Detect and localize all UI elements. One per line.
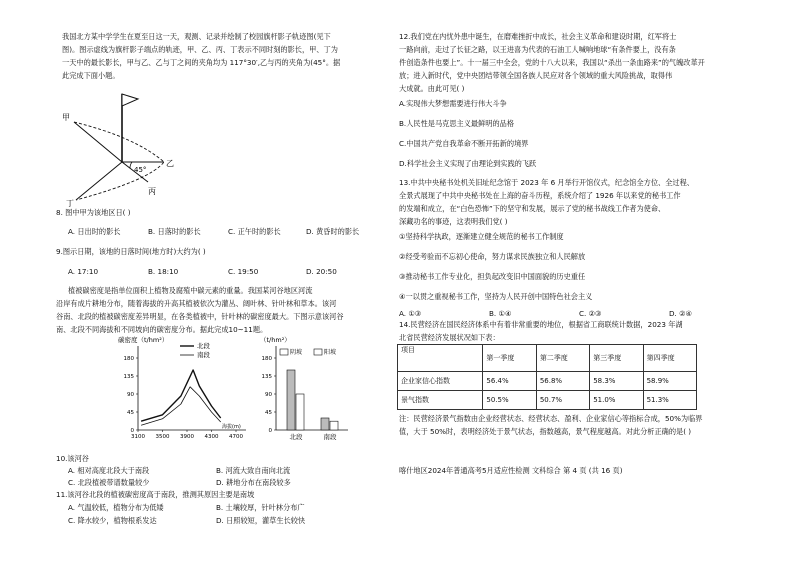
label-ding: 丁 bbox=[66, 199, 74, 208]
q10-option-b: B. 河流大致自南向北流 bbox=[216, 466, 291, 475]
table-header-cell: 项目 bbox=[398, 345, 483, 372]
table-cell: 56.8% bbox=[536, 372, 589, 391]
y-tick-label: 180 bbox=[261, 356, 272, 362]
q12-line-2: 一路向前，走过了长征之路，以王进喜为代表的石油工人喊响地球“有条件要上，没有条 bbox=[399, 45, 676, 54]
q12-line-5: 大成就。由此可见( ) bbox=[399, 84, 465, 93]
q11-option-c: C. 降水较少，植物根系发达 bbox=[68, 516, 157, 525]
line-chart-ylabel: 碳密度（t/hm²） bbox=[118, 336, 169, 344]
q12-option-c: C.中国共产党自我革命不断开拓新的境界 bbox=[399, 139, 529, 148]
line-chart-xlabel: 海拔(m) bbox=[222, 424, 241, 430]
intro2-line-4: 南、北段不同海拔和不同坡向的碳密度分布。据此完成10~11题。 bbox=[56, 325, 268, 334]
bar-sunny bbox=[330, 421, 338, 430]
q11-option-a: A. 气温较低，植物分布为低矮 bbox=[68, 503, 164, 512]
shadow-trajectory-figure bbox=[60, 82, 210, 208]
q9-stem: 9.图示日期，该地的日落时间(地方时)大约为( ) bbox=[56, 247, 206, 256]
q12-line-3: 件创造条件也要上”。十一届三中全会，党的十八大以来，我国以“杀出一条血路来”的气魄改革开 bbox=[399, 58, 705, 67]
x-tick-label: 4700 bbox=[229, 434, 243, 440]
shadow-jia bbox=[74, 122, 122, 162]
south-series-line bbox=[141, 387, 221, 425]
q9-option-b: B. 18:10 bbox=[148, 267, 179, 276]
q8-stem: 8. 图中甲为该地区日( ) bbox=[56, 208, 131, 217]
q12-option-d: D.科学社会主义实现了由理论到实践的飞跃 bbox=[399, 159, 537, 168]
y-tick-label: 180 bbox=[123, 356, 134, 362]
q13-statement-1: ①坚持科学执政，逐渐建立健全规范的秘书工作制度 bbox=[399, 232, 564, 241]
x-tick-label: 3900 bbox=[180, 434, 194, 440]
q8-option-b: B. 日落时的影长 bbox=[148, 227, 201, 236]
north-series-line bbox=[141, 370, 221, 421]
table-row bbox=[398, 391, 697, 410]
bar-chart-ylabel: （t/hm²） bbox=[260, 336, 291, 344]
page-footer: 喀什地区2024年普通高考5月适应性检测 文科综合 第 4 页 (共 16 页) bbox=[399, 466, 623, 475]
legend-shady-label: 阴坡 bbox=[290, 349, 303, 356]
q8-option-d: D. 黄昏时的影长 bbox=[306, 227, 360, 236]
intro2-line-3: 谷南、北段的植被碳密度差异明显，在各类植被中，针叶林的碳密度最大。下图示意该河谷 bbox=[56, 312, 344, 321]
bar-shady bbox=[321, 418, 329, 430]
q13-line-1: 13.中共中央秘书处机关旧址纪念馆于 2023 年 6 月举行开馆仪式，纪念馆全方位、全过程、 bbox=[399, 178, 695, 187]
shadow-ding bbox=[76, 162, 122, 200]
q14-line-2: 北省民营经济发展状况如下表： bbox=[399, 333, 500, 342]
intro2-line-2: 沿岸有成片耕地分布，随着海拔的升高其植被依次为灌丛、阔叶林、针叶林和草本。该河 bbox=[56, 299, 337, 308]
intro2-line-1: 植被碳密度是指单位面积上植物及腐殖中碳元素的重量。我国某河谷地区河流 bbox=[68, 286, 313, 295]
table-header-cell: 第三季度 bbox=[590, 345, 643, 372]
table-cell: 景气指数 bbox=[398, 391, 483, 410]
category-label: 北段 bbox=[289, 433, 303, 441]
q11-option-b: B. 土壤较厚，针叶林分布广 bbox=[216, 503, 305, 512]
table-row bbox=[398, 372, 697, 391]
q11-option-d: D. 日照较短，灌草生长较快 bbox=[216, 516, 306, 525]
y-tick-label: 135 bbox=[123, 374, 134, 380]
y-tick-label: 45 bbox=[127, 410, 134, 416]
q10-stem: 10.该河谷 bbox=[56, 454, 89, 463]
q8-option-c: C. 正午时的影长 bbox=[228, 227, 281, 236]
y-tick-label: 90 bbox=[127, 392, 134, 398]
table-cell: 58.9% bbox=[643, 372, 696, 391]
flag-icon bbox=[122, 94, 138, 106]
q8-option-a: A. 日出时的影长 bbox=[68, 227, 121, 236]
label-bing: 丙 bbox=[148, 187, 156, 196]
intro-line-1: 我国北方某中学学生在夏至日这一天，观测、记录并绘制了校园旗杆影子轨迹图(见下 bbox=[62, 32, 331, 41]
q13-line-4: 深藏功名的事迹，这表明我们党( ) bbox=[399, 217, 508, 226]
table-cell: 51.0% bbox=[590, 391, 643, 410]
q11-stem: 11.该河谷北段的植被碳密度高于南段，推测其原因主要是南坡 bbox=[56, 490, 255, 499]
bar-sunny bbox=[296, 394, 304, 430]
carbon-slope-bar-chart bbox=[252, 334, 352, 448]
q12-line-1: 12.我们党在内忧外患中诞生，在磨难挫折中成长，社会主义革命和建设时期，红军将士 bbox=[399, 32, 677, 41]
q13-statement-4: ④一以贯之重视秘书工作，坚持为人民开创中国特色社会主义 bbox=[399, 292, 593, 301]
q14-line-1: 14.民营经济在国民经济体系中有着非常重要的地位，根据省工商联统计数据，2023 年湖 bbox=[399, 320, 683, 329]
y-tick-label: 90 bbox=[265, 392, 272, 398]
intro-line-3: 一天中的最长影长，甲与乙、乙与丁之间的夹角均为 117°30′,乙与丙的夹角为(45°。据 bbox=[62, 58, 341, 67]
category-label: 南段 bbox=[323, 433, 337, 441]
table-header-cell: 第四季度 bbox=[643, 345, 696, 372]
carbon-altitude-line-chart bbox=[110, 334, 250, 448]
q13-line-2: 全景式展现了中共中央秘书处在上海的奋斗历程，系统介绍了 1926 年以来党的秘书工作 bbox=[399, 191, 681, 200]
q12-line-4: 放；进入新时代，党中央团结带领全国各族人民应对各个领域的重大风险挑战，取得伟 bbox=[399, 71, 673, 80]
q13-line-3: 的发端和成立，在“白色恐怖”下的坚守和发展，展示了党的秘书战线工作者为使命、 bbox=[399, 204, 666, 213]
q14-note-2: 值，大于 50%时，表明经济处于景气状态，指数越高，景气程度越高。对此分析正确的是( ) bbox=[399, 427, 692, 436]
table-cell: 50.5% bbox=[483, 391, 536, 410]
q13-choice-c: C. ②③ bbox=[579, 309, 602, 318]
angle-label: 45° bbox=[134, 166, 147, 174]
right-column bbox=[397, 0, 794, 561]
q12-option-b: B.人民性是马克思主义最鲜明的品格 bbox=[399, 119, 515, 128]
x-tick-label: 3500 bbox=[155, 434, 170, 440]
table-cell: 58.3% bbox=[590, 372, 643, 391]
table-cell: 50.7% bbox=[536, 391, 589, 410]
angle-arc bbox=[130, 162, 132, 168]
table-header-cell: 第二季度 bbox=[536, 345, 589, 372]
q9-option-c: C. 19:50 bbox=[228, 267, 259, 276]
legend-south-label: 南段 bbox=[197, 351, 210, 359]
legend-north-label: 北段 bbox=[197, 342, 210, 350]
q13-choice-b: B. ①④ bbox=[489, 309, 512, 318]
x-tick-label: 3100 bbox=[131, 434, 145, 440]
q13-statement-2: ②经受考验而不忘初心使命，努力谋求民族独立和人民解放 bbox=[399, 252, 586, 261]
legend-sunny-swatch bbox=[314, 349, 322, 355]
q9-option-d: D. 20:50 bbox=[306, 267, 337, 276]
y-tick-label: 45 bbox=[265, 410, 272, 416]
q10-option-a: A. 相对高度北段大于南段 bbox=[68, 466, 150, 475]
q13-choice-d: D. ②④ bbox=[669, 309, 692, 318]
table-cell: 企业家信心指数 bbox=[398, 372, 483, 391]
q9-option-a: A. 17:10 bbox=[68, 267, 99, 276]
q14-note-1: 注：民营经济景气指数由企业经营状态、经营状态、盈利、企业家信心等指标合成，50%为临界 bbox=[399, 414, 703, 423]
y-tick-label: 0 bbox=[268, 428, 272, 434]
bar-shady bbox=[287, 370, 295, 430]
table-cell: 51.3% bbox=[643, 391, 696, 410]
q13-statement-3: ③推动秘书工作专业化，担负起改变旧中国面貌的历史重任 bbox=[399, 272, 586, 281]
table-header-cell: 第一季度 bbox=[483, 345, 536, 372]
y-tick-label: 0 bbox=[130, 428, 134, 434]
q10-option-c: C. 北段植被带谱数量较少 bbox=[68, 478, 150, 487]
intro-line-4: 此完成下面小题。 bbox=[62, 71, 120, 80]
q10-option-d: D. 耕地分布在南段较多 bbox=[216, 478, 291, 487]
table-header-row bbox=[398, 345, 697, 372]
q13-choice-a: A. ①③ bbox=[399, 309, 422, 318]
x-tick-label: 4300 bbox=[204, 434, 219, 440]
legend-shady-swatch bbox=[280, 349, 288, 355]
label-jia: 甲 bbox=[62, 113, 70, 122]
table-cell: 56.4% bbox=[483, 372, 536, 391]
legend-sunny-label: 阳坡 bbox=[324, 349, 337, 356]
label-yi: 乙 bbox=[166, 159, 174, 168]
intro-line-2: 图)。图示虚线为旗杆影子端点的轨迹，甲、乙、丙、丁表示不同时刻的影长，甲、丁为 bbox=[62, 45, 338, 54]
y-tick-label: 135 bbox=[261, 374, 272, 380]
q12-option-a: A.实现伟大梦想需要进行伟大斗争 bbox=[399, 99, 507, 108]
q14-table bbox=[397, 344, 697, 410]
